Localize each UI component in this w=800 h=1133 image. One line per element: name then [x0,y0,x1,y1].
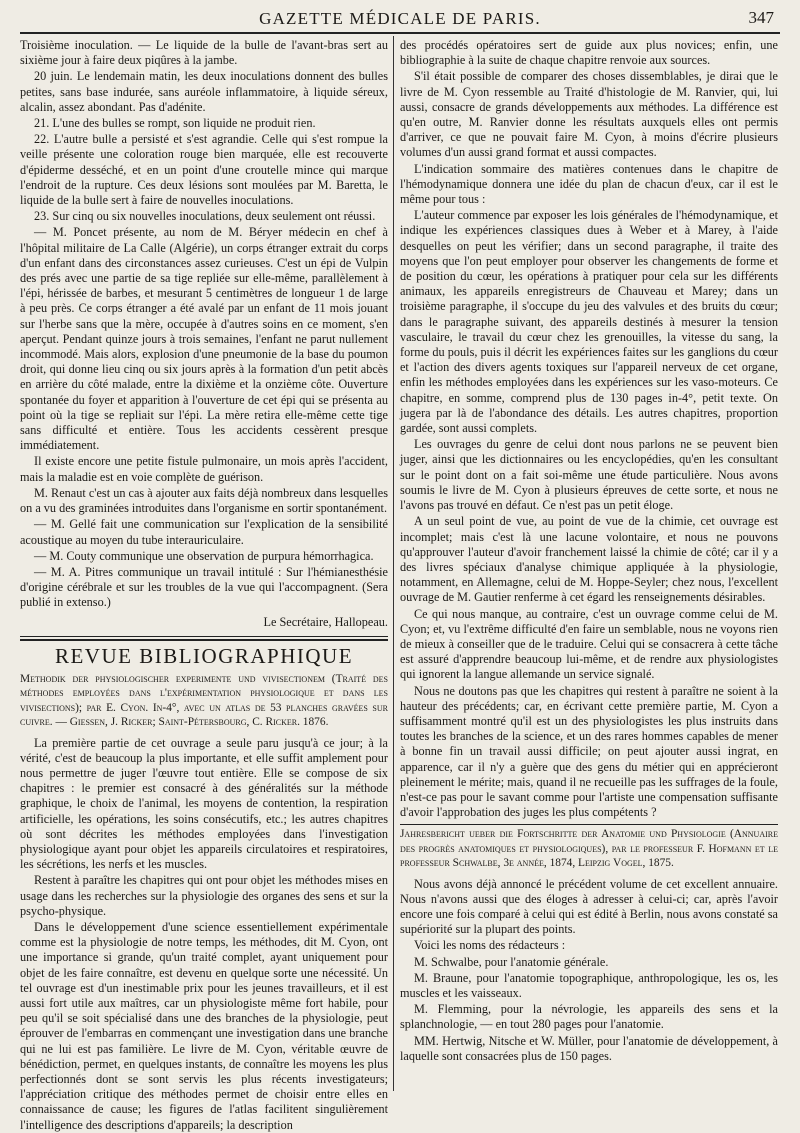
paragraph: — M. Poncet présente, au nom de M. Béryer médecin en chef à l'hôpital militaire de La Calle (Algérie), un corps étranger extrait du corps d'un enfant dans des circonstances assez curieuses. C'est un épi de Vulpin des prés avec une partie de sa tige repliée sur elle-même, parallèlement à l'épi, hérissée de barbes, et mesurant 5 centimètres de longueur 1 de large à peu près. Ce corps étranger a été avalé par un enfant de 11 mois jouant sur l'herbe sans que la mère, occupée à d'autres soins en ce moment, s'en aperçut. Pendant quinze jours à trois semaines, l'enfant ne parut nullement incommodé. Mais alors, explosion d'une pneumonie de la base du poumon droit, qui donne lieu cinq ou six jours après à la formation d'un petit abcès en arrière du côté malade, entre la dixième et la onzième côte. Ouverture spontanée du foyer et apparition à l'ouverture de cet épi qui se présenta au point où la tige se repliait sur l'épi. La mère retira elle-même cette tige sans difficulté et entière. Tous les accidents cessèrent presque immédiatement. [20,225,388,453]
paragraph: 22. L'autre bulle a persisté et s'est agrandie. Celle qui s'est rompue la veille présente une coloration rouge bien marquée, elle est recouverte d'épiderme desséché, et en un point d'une croutelle mince qui marque l'endroit de la rupture. Ces deux lésions sont moulées par M. Baretta, le liquide de la bulle sert à faire de nouvelles inoculations. [20,132,388,208]
paragraph: Troisième inoculation. — Le liquide de la bulle de l'avant-bras sert au sixième jour à faire deux piqûres à la jambe. [20,38,388,68]
section-title: REVUE BIBLIOGRAPHIQUE [54,643,354,668]
right-column [400,38,778,1088]
paragraph: L'indication sommaire des matières contenues dans le chapitre de l'hémodynamique donnera une idée du plan de chacun d'eux, car il est le même pour tous : [400,161,778,207]
paragraph: M. Braune, pour l'anatomie topographique, anthropologique, les os, les muscles et les vaisseaux. [400,970,778,1000]
paragraph: A un seul point de vue, au point de vue de la chimie, cet ouvrage est incomplet; mais c'est là une lacune volontaire, et nous ne pouvons qu'approuver l'auteur d'avoir franchement laissé la chimie de côté; car il y a des livres spéciaux d'analyse chimique appliquée à la physiologie, notamment, en Allemagne, celui de M. Hoppe-Seyler; chez nous, l'excellent ouvrage de M. Gautier renferme à cet égard les renseignements désirables. [400,514,778,605]
section-rule [20,636,388,637]
paragraph: S'il était possible de comparer des choses dissemblables, je dirai que le livre de M. Cyon ressemble au Traité d'histologie de M. Ranvier, qui, lui aussi, consacre de grands développements aux méthodes. La différence est qu'en outre, M. Ranvier donne les résultats auxquels elles ont permis d'arriver, ce que ne pouvait faire M. Cyon, à moins d'écrire plusieurs volumes d'un aussi grand format et aussi compactes. [400,69,778,160]
bibliographic-reference: Jahresbericht ueber die Fortschritte der Anatomie und Physiologie (Annuaire des progrès anatomiques et physiologiques), par le professeur F. Hofmann et le professeur Schwalbe, 3e année, 1874, Leipzig Vogel, 1875. [400,828,778,870]
paragraph: MM. Hertwig, Nitsche et W. Müller, pour l'anatomie de développement, à laquelle sont consacrées plus de 150 pages. [400,1033,778,1063]
paragraph: Nous avons déjà annoncé le précédent volume de cet excellent annuaire. Nous n'avons aussi que des éloges à adresser à celui-ci; car, après l'avoir encore une fois comparé à celui qui est édité à Berlin, nous avons constaté sa supériorité sur la plupart des points. [400,876,778,937]
paragraph: Voici les noms des rédacteurs : [414,938,566,953]
paragraph: — M. Couty communique une observation de purpura hémorrhagica. [34,548,374,563]
paragraph: Restent à paraître les chapitres qui ont pour objet les méthodes mises en usage dans les recherches sur la physiologie des organes des sens et sur la psycho-physique. [20,873,388,918]
left-column [20,38,388,1132]
paragraph: L'auteur commence par exposer les lois générales de l'hémodynamique, et indique les expériences classiques dues à Weber et à Marey, à l'aide desquelles on peut les vérifier; dans un second paragraphe, il traite des moyens que l'on peut employer pour observer les changements de forme et de position du cœur, les opérations à pratiquer pour cela sur les différents animaux, les appareils enregistreurs de Chauveau et Marey; dans un troisième paragraphe, il s'occupe du jeu des valvules et des bruits du cœur; dans le paragraphe suivant, des appareils destinés à mesurer la tension vasculaire, le travail du cœur chez les grenouilles, la vitesse du sang, la forme du pouls, puis il décrit les expériences faites sur les ganglions du cœur et l'action des divers agents toxiques sur l'appareil nerveux de cet organe, enfin les méthodes employées dans les expériences sur les vaso-moteurs. Ce chapitre, en somme, comprend plus de 130 pages in-4°, petit texte. On jugera par là de l'abondance des détails. Les autres chapitres, proportion gardée, sont aussi complets. [400,208,778,436]
paragraph: 20 juin. Le lendemain matin, les deux inoculations donnent des bulles petites, sans base indurée, sans auréole inflammatoire, à liquide séreux, alcalin, assez abondant. Pas d'adénite. [20,69,388,114]
journal-title: GAZETTE MÉDICALE DE PARIS. [259,9,541,28]
paragraph: — M. A. Pitres communique un travail intitulé : Sur l'hémianesthésie d'origine cérébrale et sur les troubles de la vue qui l'accompagnent. (Sera publié in extenso.) [20,564,388,610]
paragraph: — M. Gellé fait une communication sur l'explication de la sensibilité acoustique au moyen du tube interauriculaire. [20,517,388,547]
paragraph: Les ouvrages du genre de celui dont nous parlons ne se peuvent bien juger, ainsi que les dictionnaires ou les encyclopédies, qu'en les consultant sur le point dont on a fait soi-même une étude particulière. Nous avons soumis le livre de M. Cyon à plusieurs épreuves de cette sorte, et nous ne l'avons pas trouvé en défaut. Ce n'est pas un petit éloge. [400,437,778,513]
page-number: 347 [748,8,774,27]
paragraph: 21. L'une des bulles se rompt, son liquide ne produit rien. [34,116,316,131]
section-rule-thick [20,639,388,641]
paragraph: 23. Sur cinq ou six nouvelles inoculations, deux seulement ont réussi. [34,209,376,224]
paragraph: M. Renaut c'est un cas à ajouter aux faits déjà nombreux dans lesquelles on a vu des graminées introduites dans l'organisme en sortir spontanément. [20,485,388,516]
column-divider [393,36,394,1091]
paragraph: Il existe encore une petite fistule pulmonaire, un mois après l'accident, mais la maladie est en voie complète de guérison. [20,454,388,484]
signature: Le Secrétaire, Hallopeau. [263,614,388,629]
paragraph: Ce qui nous manque, au contraire, c'est un ouvrage comme celui de M. Cyon; et, vu l'extrême difficulté d'en faire un semblable, nous ne voyons rien de mieux à conseiller que de le traduire. Celui qui se consacrera à cette tâche est assuré d'apprendre beaucoup lui-même, et de rendre aux physiologistes qui ignorent la langue allemande un service signalé. [400,606,778,682]
bibliographic-reference: Methodik der physiologischer experimente und vivisectionem (Traité des méthodes employées dans l'expérimentation physiologique et dans les vivisections); par E. Cyon. In-4°, avec un atlas de 53 planches gravées sur cuivre. — Giessen, J. Ricker; Saint-Pétersbourg, C. Ricker. 1876. [20,672,388,729]
paragraph: Nous ne doutons pas que les chapitres qui restent à paraître ne soient à la hauteur des précédents; car, en écrivant cette première partie, M. Cyon a suffisamment montré qu'il est un des physiologistes les plus instruits dans toutes les branches de la science, et un des rares hommes capables de mener à bonne fin un travail aussi difficile; on peut ajouter aussi ingrat, en apparence, car il n'y a guère que des gens du métier qui en apprécieront pleinement le mérite; mais, quand il ne recueille pas les suffrages de la foule, n'est-ce pas pour le savant comme pour l'artiste une compensation suffisante d'avoir l'approbation des juges les plus compétents ? [400,683,778,820]
paragraph: Dans le développement d'une science essentiellement expérimentale comme est la physiologie de notre temps, les méthodes, dit M. Cyon, ont une importance si grande, qu'un traité complet, ayant uniquement pour objet de les faire connaître, est devenu en quelque sorte une nécessité. Un tel ouvrage est d'un inestimable prix pour les jeunes travailleurs, et il est aussi fort utile aux maîtres, car un physiologiste même fort habile, pour peu qu'il se soit spécialisé dans une des branches de la physiologie, peut éprouver de l'embarras en commençant une investigation dans une branche qui ne lui est pas familière. Le livre de M. Cyon, véritable œuvre de bénédiction, permet, en quelques instants, de connaître les moyens les plus perfectionnés dont se sont servis les plus récents investigateurs; l'appréciation critique des méthodes permet de choisir entre elles en connaissance de cause; les figures de l'atlas facilitent singulièrement l'intelligence des descriptions d'appareils; la description [20,919,388,1132]
section-rule [400,824,778,825]
paragraph: La première partie de cet ouvrage a seule paru jusqu'à ce jour; à la vérité, c'est de beaucoup la plus importante, et elle suffit amplement pour nous permettre de juger l'œuvre tout entière. Elle se compose de six chapitres : le premier est consacré à des généralités sur la méthode graphique, le choix de l'animal, les moyens de contention, la respiration artificielle, les opérations, les soins consécutifs, etc.; les autres chapitres où sont décrites les méthodes employées dans l'investigation physiologique ayant pour objet les appareils circulatoires et respiratoires, les sécrétions, les nerfs et les muscles. [20,735,388,872]
paragraph: des procédés opératoires sert de guide aux plus novices; enfin, une bibliographie à la suite de chaque chapitre renvoie aux sources. [400,38,778,68]
paragraph: M. Schwalbe, pour l'anatomie générale. [414,954,609,969]
page-header [20,6,780,34]
paragraph: M. Flemming, pour la névrologie, les appareils des sens et la splanchnologie, — en tout 280 pages pour l'anatomie. [400,1002,778,1032]
